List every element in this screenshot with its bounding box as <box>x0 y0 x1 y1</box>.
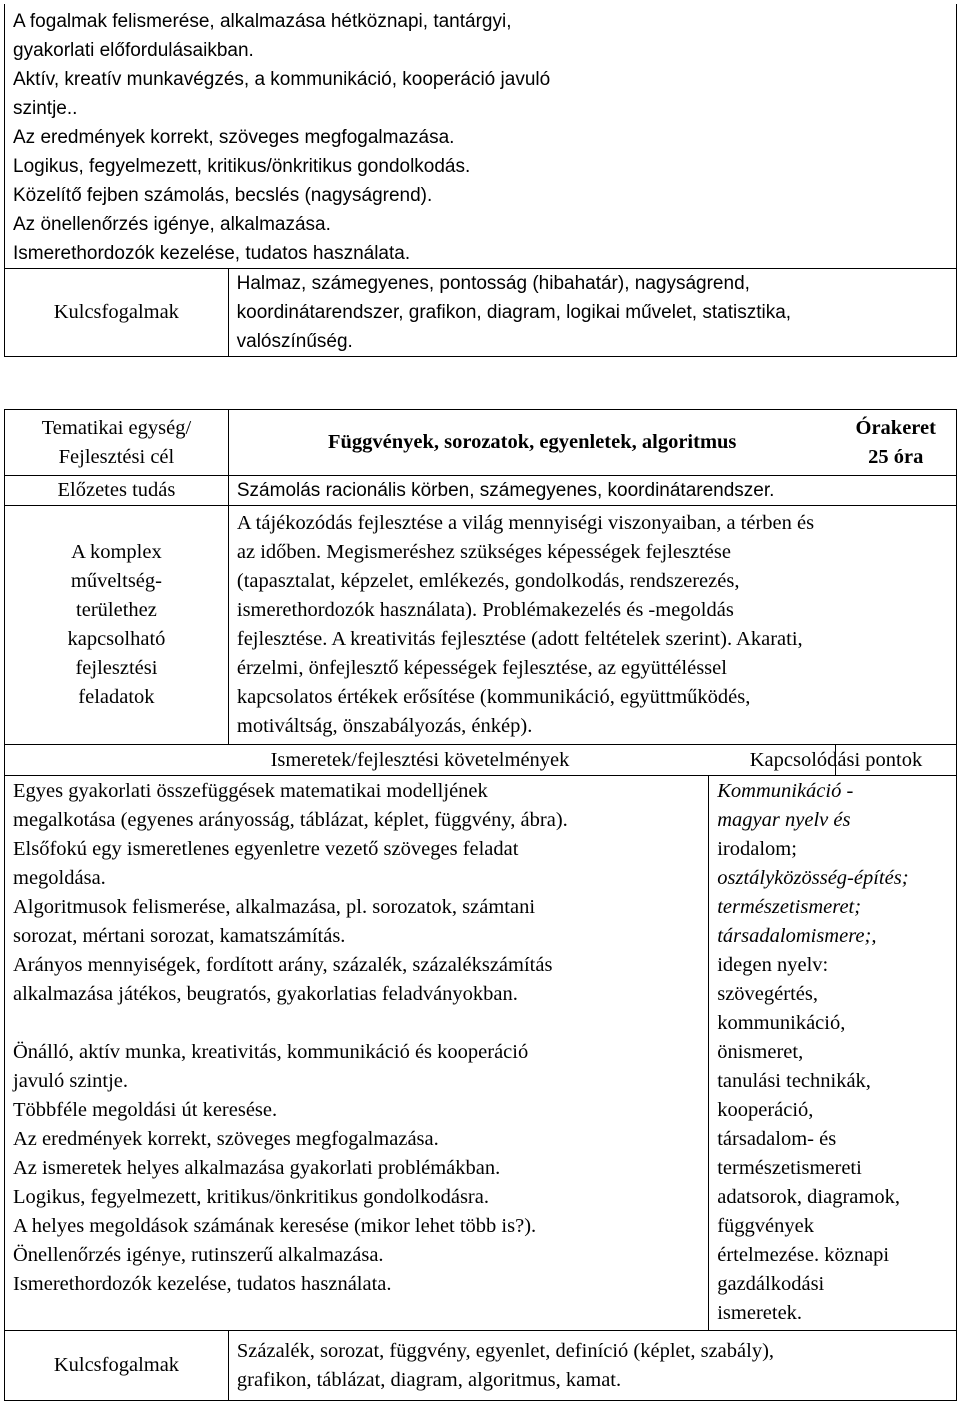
connection-line: értelmezése. köznapi <box>717 1244 890 1266</box>
requirement-line: alkalmazása játékos, beugratós, gyakorlatias feladványokban. <box>13 983 518 1005</box>
requirement-line: Önellenőrzés igénye, rutinszerű alkalmazása. <box>13 1244 384 1266</box>
key-concepts-line: valószínűség. <box>236 331 353 352</box>
key-concepts-text <box>228 269 956 357</box>
prior-knowledge-text: Számolás racionális körben, számegyenes, koordinátarendszer. <box>236 480 775 501</box>
text-line: Az eredmények korrekt, szöveges megfogalmazása. <box>13 127 455 148</box>
connection-line: adatsorok, diagramok, <box>717 1186 900 1208</box>
text-line: gyakorlati előfordulásaikban. <box>13 40 254 61</box>
connections-text <box>717 777 956 1328</box>
key-concepts-cell-2 <box>228 1331 956 1401</box>
top-table <box>4 4 957 357</box>
key-concepts-label-2: Kulcsfogalmak <box>53 1354 180 1376</box>
prior-knowledge-label: Előzetes tudás <box>57 479 176 501</box>
connection-line: Kommunikáció - <box>717 780 854 802</box>
unit-label-cell <box>5 410 229 476</box>
main-table <box>4 409 957 1401</box>
key-concepts-line: grafikon, táblázat, diagram, algoritmus, kamat. <box>236 1368 622 1391</box>
key-concepts-label <box>5 269 229 357</box>
key-concepts-text-2 <box>237 1337 956 1395</box>
dev-tasks-cell <box>228 506 956 745</box>
requirement-line: sorozat, mértani sorozat, kamatszámítás. <box>13 925 346 947</box>
prior-knowledge-label-cell <box>5 476 229 506</box>
dev-tasks-text <box>237 509 956 741</box>
requirement-line: Az eredmények korrekt, szöveges megfogalmazása. <box>13 1128 439 1150</box>
unit-title: Függvények, sorozatok, egyenletek, algoritmus <box>327 431 737 453</box>
connections-cell <box>709 776 957 1331</box>
connection-line: idegen nyelv: <box>717 954 829 976</box>
text-line: Közelítő fejben számolás, becslés (nagyságrend). <box>13 185 433 206</box>
dev-label-line: fejlesztési <box>75 657 158 679</box>
dev-text-line: fejlesztése. A kreativitás fejlesztése (adott feltételek szerint). Akarati, <box>236 628 803 650</box>
connection-line: önismeret, <box>717 1041 804 1063</box>
dev-label-line: kapcsolható <box>67 628 166 650</box>
prior-knowledge-cell <box>228 476 956 506</box>
text-line: A fogalmak felismerése, alkalmazása hétköznapi, tantárgyi, <box>13 11 512 32</box>
text-line: szintje.. <box>13 98 78 119</box>
key-concepts-line: koordinátarendszer, grafikon, diagram, logikai művelet, statisztika, <box>236 302 792 323</box>
connection-line: magyar nyelv és <box>717 809 851 831</box>
requirement-line: megalkotása (egyenes arányosság, táblázat, képlet, függvény, ábra). <box>13 809 568 831</box>
dev-tasks-label <box>5 538 228 712</box>
unit-title-cell <box>228 410 835 476</box>
requirement-line: Algoritmusok felismerése, alkalmazása, pl. sorozatok, számtani <box>13 896 536 918</box>
connection-line: osztályközösség-építés; <box>717 867 909 889</box>
requirement-line: A helyes megoldások számának keresése (mikor lehet több is?). <box>13 1215 537 1237</box>
requirement-line: Egyes gyakorlati összefüggések matematikai modelljének <box>13 780 488 802</box>
unit-label <box>5 414 228 472</box>
dev-tasks-label-cell <box>5 506 229 745</box>
requirement-line: Logikus, fegyelmezett, kritikus/önkritikus gondolkodásra. <box>13 1186 489 1208</box>
dev-text-line: az időben. Megismeréshez szükséges képességek fejlesztése <box>236 541 731 563</box>
dev-label-line: területhez <box>76 599 157 621</box>
requirement-line: Arányos mennyiségek, fordított arány, százalék, százalékszámítás <box>13 954 553 976</box>
text-line: Aktív, kreatív munkavégzés, a kommunikáció, kooperáció javuló <box>13 69 551 90</box>
requirement-line: javuló szintje. <box>13 1070 129 1092</box>
key-concepts-line: Százalék, sorozat, függvény, egyenlet, definíció (képlet, szabály), <box>236 1339 775 1362</box>
dev-label-line: műveltség- <box>70 570 162 592</box>
connection-line: kommunikáció, <box>717 1012 846 1034</box>
connections-header: Kapcsolódási pontok <box>749 748 923 771</box>
connection-line: tanulási technikák, <box>717 1070 871 1092</box>
requirement-line <box>13 1009 708 1038</box>
requirements-cell <box>5 776 709 1331</box>
requirement-line: Az ismeretek helyes alkalmazása gyakorlati problémákban. <box>13 1157 501 1179</box>
dev-label-line: A komplex <box>71 541 162 563</box>
requirements-header: Ismeretek/fejlesztési követelmények <box>270 748 570 771</box>
dev-text-line: (tapasztalat, képzelet, emlékezés, gondolkodás, rendszerezés, <box>236 570 740 592</box>
connection-line: kooperáció, <box>717 1099 814 1121</box>
connections-header-cell <box>749 745 956 776</box>
connection-line: szövegértés, <box>717 983 818 1005</box>
connection-line: természetismeret; <box>717 896 862 918</box>
dev-text-line: A tájékozódás fejlesztése a világ mennyiségi viszonyaiban, a térben és <box>236 512 815 534</box>
dev-text-line: érzelmi, önfejlesztő képességek fejlesztése, az együttéléssel <box>236 657 727 679</box>
key-concepts-line: Halmaz, számegyenes, pontosság (hibahatár), nagyságrend, <box>236 273 750 294</box>
connection-line: irodalom; <box>717 838 797 860</box>
text-line: Logikus, fegyelmezett, kritikus/önkritikus gondolkodás. <box>13 156 471 177</box>
dev-text-line: motiváltság, önszabályozás, énkép). <box>236 715 533 737</box>
connection-line: természetismereti <box>717 1157 862 1179</box>
continuation-cell <box>5 4 957 269</box>
unit-label-line: Tematikai egység/ <box>41 416 192 439</box>
requirement-line: Ismerethordozók kezelése, tudatos használata. <box>13 1273 392 1295</box>
hours-value: 25 óra <box>868 445 924 468</box>
dev-text-line: ismerethordozók használata). Problémakezelés és -megoldás <box>236 599 734 621</box>
requirement-line: megoldása. <box>13 867 106 889</box>
key-concepts-label-cell-2 <box>5 1331 229 1401</box>
requirements-text <box>13 777 708 1299</box>
requirement-line: Önálló, aktív munka, kreativitás, kommunikáció és kooperáció <box>13 1041 529 1063</box>
hours-label: Órakeret <box>855 416 936 439</box>
connection-line: gazdálkodási <box>717 1273 825 1295</box>
dev-label-line: feladatok <box>78 686 155 708</box>
requirement-line: Elsőfokú egy ismeretlenes egyenletre vezető szöveges feladat <box>13 838 519 860</box>
requirement-line: Többféle megoldási út keresése. <box>13 1099 278 1121</box>
text-line: Az önellenőrzés igénye, alkalmazása. <box>13 214 331 235</box>
continuation-text <box>13 7 956 268</box>
connection-line: társadalom- és <box>717 1128 837 1150</box>
connection-line: ismeretek. <box>717 1302 803 1324</box>
hours-cell <box>835 410 956 476</box>
unit-label-line: Fejlesztési cél <box>58 445 175 468</box>
connection-line: függvények <box>717 1215 815 1237</box>
text-line: Ismerethordozók kezelése, tudatos használata. <box>13 243 411 264</box>
requirements-header-cell <box>5 745 836 776</box>
key-concepts-label-text: Kulcsfogalmak <box>53 301 179 323</box>
dev-text-line: kapcsolatos értékek erősítése (kommunikáció, együttműködés, <box>236 686 751 708</box>
connection-line: társadalomismere;, <box>717 925 877 947</box>
